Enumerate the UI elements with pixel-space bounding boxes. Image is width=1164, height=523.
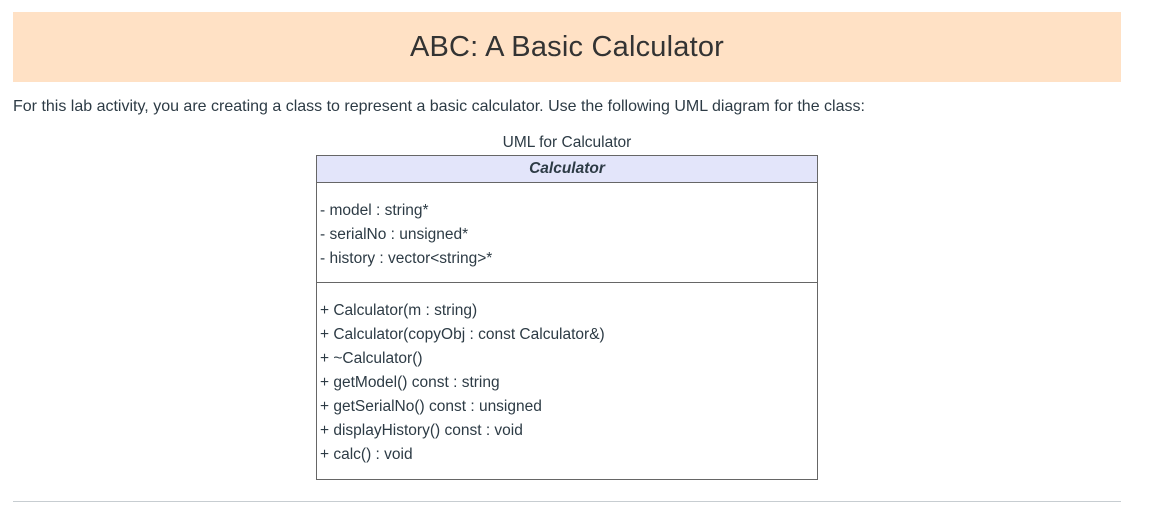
uml-attribute: - model : string* bbox=[320, 202, 429, 219]
page-title: ABC: A Basic Calculator bbox=[409, 30, 725, 63]
uml-operation: + Calculator(m : string) bbox=[320, 302, 478, 319]
uml-class-diagram bbox=[316, 155, 818, 480]
uml-caption: UML for Calculator bbox=[502, 134, 632, 151]
intro-paragraph: For this lab activity, you are creating a class to represent a basic calculator. Use the following UML diagram for the class: bbox=[13, 98, 865, 115]
uml-operation: + getModel() const : string bbox=[320, 374, 500, 391]
uml-attributes-section bbox=[317, 183, 817, 283]
uml-class-name: Calculator bbox=[317, 156, 817, 183]
uml-operation: + calc() : void bbox=[320, 446, 413, 463]
uml-operation: + Calculator(copyObj : const Calculator&) bbox=[320, 326, 605, 343]
uml-operation: + ~Calculator() bbox=[320, 350, 423, 367]
page-banner bbox=[13, 12, 1121, 82]
uml-attribute: - history : vector<string>* bbox=[320, 250, 493, 267]
section-divider bbox=[13, 501, 1121, 502]
uml-attribute: - serialNo : unsigned* bbox=[320, 226, 469, 243]
uml-operations-section bbox=[317, 283, 817, 479]
uml-operation: + getSerialNo() const : unsigned bbox=[320, 398, 542, 415]
uml-operation: + displayHistory() const : void bbox=[320, 422, 523, 439]
